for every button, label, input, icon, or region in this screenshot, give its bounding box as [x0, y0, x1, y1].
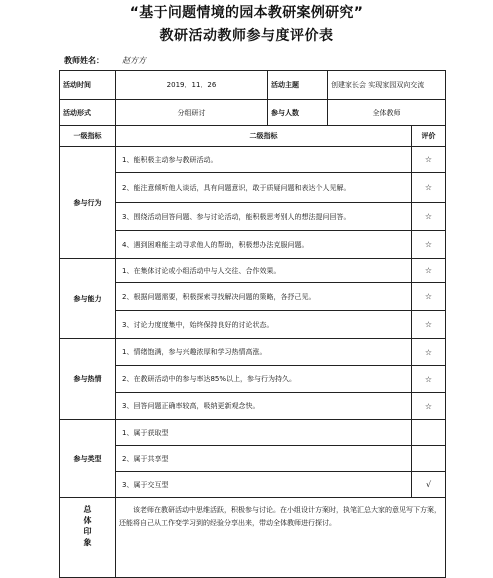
section-label: 参与行为	[60, 147, 116, 259]
info-row-2	[60, 100, 446, 126]
rating-cell: ☆	[412, 173, 446, 203]
rating-cell: ☆	[412, 283, 446, 311]
info-row-1	[60, 71, 446, 100]
activity-form-value: 分组研讨	[116, 100, 268, 126]
doc-title-line2: 教研活动教师参与度评价表	[159, 28, 334, 44]
teacher-name-value: 赵方方	[122, 56, 146, 65]
doc-title-line1: “基于问题情境的园本教研案例研究”	[129, 5, 364, 21]
table-row	[60, 173, 446, 203]
table-row	[60, 420, 446, 446]
rating-cell: ☆	[412, 366, 446, 393]
table-row	[60, 283, 446, 311]
header-row	[60, 126, 446, 147]
activity-theme-value: 创建家长会 实现家园双向交流	[328, 71, 446, 100]
table-row	[60, 311, 446, 339]
rating-cell: ☆	[412, 147, 446, 173]
indicator-text: 1、在集体讨论或小组活动中与人交往、合作效果。	[116, 259, 412, 283]
section-label: 参与类型	[60, 420, 116, 498]
participants-value: 全体教师	[328, 100, 446, 126]
participants-label: 参与人数	[268, 100, 328, 126]
rating-header: 评价	[412, 126, 446, 147]
table-row	[60, 147, 446, 173]
table-row	[60, 393, 446, 420]
table-row	[60, 259, 446, 283]
indicator-text: 1、情绪饱满，参与兴趣浓厚和学习热情高涨。	[116, 339, 412, 366]
rating-cell: ☆	[412, 311, 446, 339]
section-label: 参与能力	[60, 259, 116, 339]
rating-cell: ☆	[412, 339, 446, 366]
summary-heading-text: 总 体 印 象	[83, 505, 92, 547]
table-row	[60, 339, 446, 366]
table-row	[60, 472, 446, 498]
indicator-text: 1、属于获取型	[116, 420, 412, 446]
rating-cell: √	[412, 472, 446, 498]
activity-form-label: 活动形式	[60, 100, 116, 126]
indicator-text: 3、讨论力度度集中，始终保持良好的讨论状态。	[116, 311, 412, 339]
indicator-text: 3、属于交互型	[116, 472, 412, 498]
level1-header: 一级指标	[60, 126, 116, 147]
activity-time-label: 活动时间	[60, 71, 116, 100]
table-row	[60, 446, 446, 472]
rating-cell: ☆	[412, 259, 446, 283]
indicator-text: 3、围绕活动回答问题、参与讨论活动，能积极思考别人的想法提问回答。	[116, 203, 412, 231]
activity-theme-label: 活动主题	[268, 71, 328, 100]
rating-cell: ☆	[412, 203, 446, 231]
activity-time-value: 2019．11．26	[116, 71, 268, 100]
indicator-text: 2、属于共享型	[116, 446, 412, 472]
section-label: 参与热情	[60, 339, 116, 420]
summary-row	[60, 498, 446, 578]
indicator-text: 2、能注意倾听他人谈话，具有问题意识，敢于质疑问题和表达个人见解。	[116, 173, 412, 203]
summary-heading	[60, 498, 116, 578]
level2-header: 二级指标	[116, 126, 412, 147]
teacher-name-label: 教师姓名：	[64, 56, 104, 65]
rating-cell: ☆	[412, 231, 446, 259]
evaluation-table	[59, 70, 446, 578]
indicator-text: 1、能积极主动参与教研活动。	[116, 147, 412, 173]
indicator-text: 4、遇到困难能主动寻求他人的帮助，积极想办法克服问题。	[116, 231, 412, 259]
indicator-text: 2、根据问题需要，积极探索寻找解决问题的策略，各抒己见。	[116, 283, 412, 311]
indicator-text: 3、回答问题正确率较高，吸纳更新观念快。	[116, 393, 412, 420]
rating-cell: ☆	[412, 393, 446, 420]
summary-text: 该老师在教研活动中思维活跃，积极参与讨论。在小组设计方案时，执笔汇总大家的意见写下方案，还能将自己从工作变学习到的经验分享出来，带动全体教师进行探讨。	[116, 498, 446, 578]
rating-cell	[412, 446, 446, 472]
indicator-text: 2、在教研活动中的参与率达85%以上，参与行为持久。	[116, 366, 412, 393]
table-row	[60, 203, 446, 231]
table-row	[60, 366, 446, 393]
teacher-name-row	[64, 55, 146, 66]
table-row	[60, 231, 446, 259]
rating-cell	[412, 420, 446, 446]
